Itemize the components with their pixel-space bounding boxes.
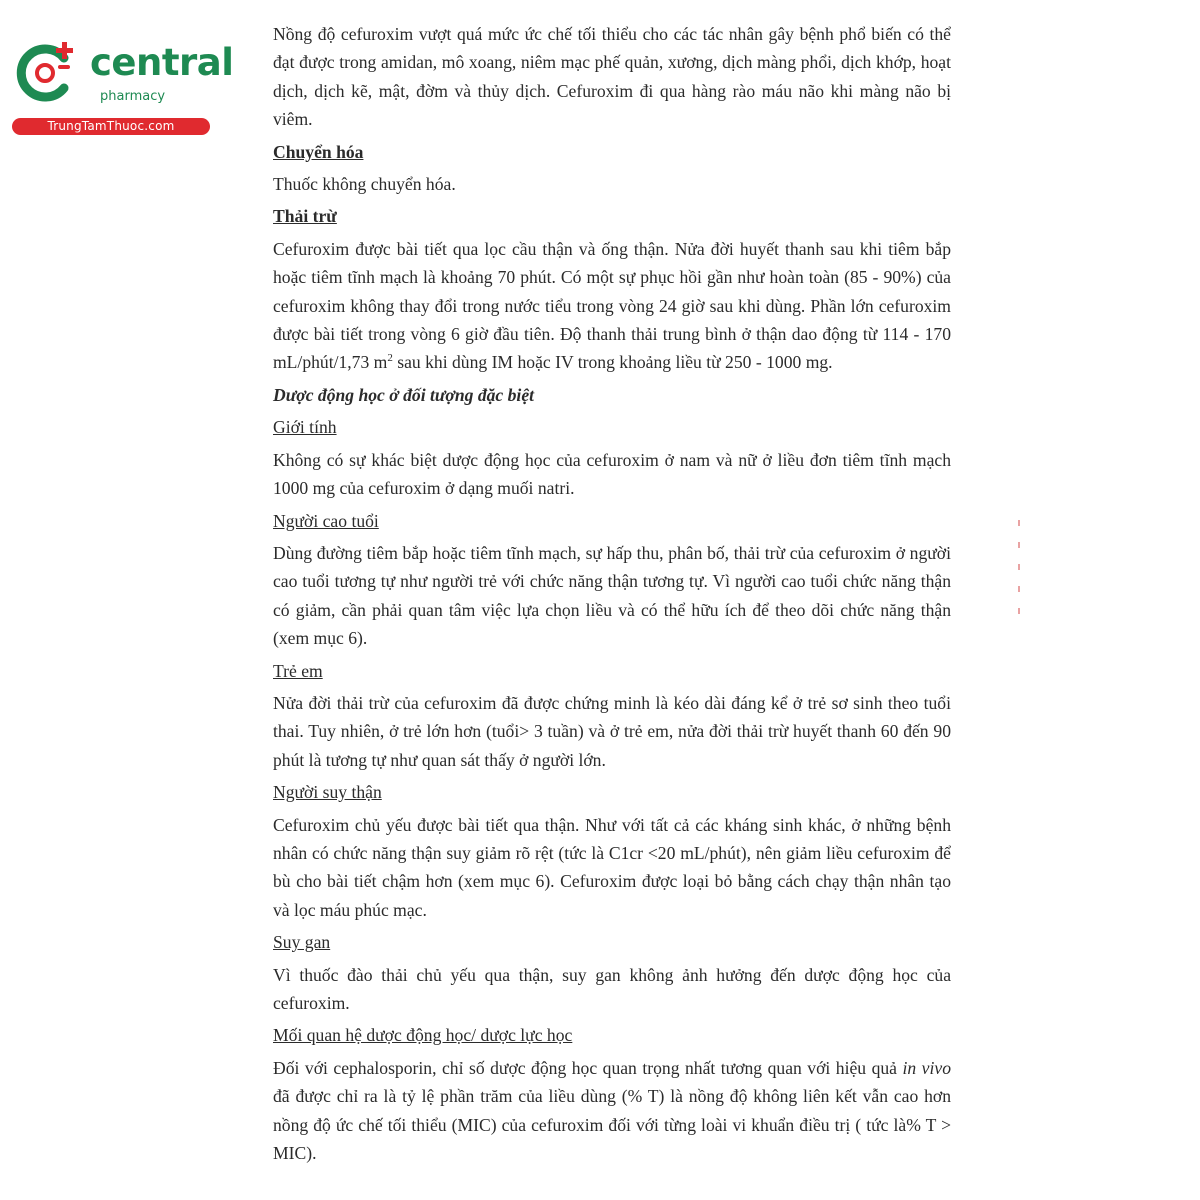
brand-logo xyxy=(12,38,234,138)
brand-subtitle: pharmacy xyxy=(100,89,166,104)
elimination-text-part2: sau khi dùng IM hoặc IV trong khoảng liều từ 250 - 1000 mg. xyxy=(392,352,833,373)
paragraph-pk-pd-relationship xyxy=(273,1054,951,1168)
brand-name: central xyxy=(90,41,234,84)
pkpd-text-part2: đã được chỉ ra là tỷ lệ phần trăm của liều dùng (% T) là nồng độ không liên kết vẫn cao hơn nồng độ ức chế tối thiểu (MIC) của cefuroxim đối với từng loài vi khuẩn điều trị ( tức là% T > MIC). xyxy=(273,1086,951,1164)
heading-pk-pd-relationship: Mối quan hệ dược động học/ dược lực học xyxy=(273,1025,573,1046)
brand-url-banner: TrungTamThuoc.com xyxy=(12,118,210,135)
paragraph-elderly: Dùng đường tiêm bắp hoặc tiêm tĩnh mạch, sự hấp thu, phân bố, thải trừ của cefuroxim ở người cao tuổi tương tự như người trẻ với chức năng thận tương tự. Vì người cao tuổi chức năng thận có giảm, cần phải quan tâm việc lựa chọn liều và có thể hữu ích để theo dõi chức năng thận (xem mục 6). xyxy=(273,542,951,649)
heading-renal-impairment: Người suy thận xyxy=(273,782,382,803)
paragraph-elimination xyxy=(273,235,951,377)
pkpd-italic-term: in vivo xyxy=(902,1057,951,1078)
heading-elderly: Người cao tuổi xyxy=(273,510,379,531)
margin-scan-marks xyxy=(1014,520,1024,660)
scan-mark xyxy=(1018,564,1020,570)
scan-mark xyxy=(1018,586,1020,592)
paragraph-distribution: Nồng độ cefuroxim vượt quá mức ức chế tối thiểu cho các tác nhân gây bệnh phổ biến có thể đạt được trong amidan, mô xoang, niêm mạc phế quản, xương, dịch màng phổi, dịch khớp, hoạt dịch, dịch kẽ, mật, đờm và thủy dịch. Cefuroxim đi qua hàng rào máu não khi màng não bị viêm. xyxy=(273,24,951,130)
heading-metabolism: Chuyển hóa xyxy=(273,141,364,162)
paragraph-metabolism: Thuốc không chuyển hóa. xyxy=(273,174,456,195)
pkpd-text-part1: Đối với cephalosporin, chỉ số dược động học quan trọng nhất tương quan với hiệu quả xyxy=(273,1057,903,1078)
heading-gender: Giới tính xyxy=(273,417,337,438)
paragraph-renal-impairment: Cefuroxim chủ yếu được bài tiết qua thận. Như với tất cả các kháng sinh khác, ở những bệnh nhân có chức năng thận suy giảm rõ rệt (tức là C1cr <20 mL/phút), nên giảm liều cefuroxim để bù cho bài tiết chậm hơn (xem mục 6). Cefuroxim được loại bỏ bằng cách chạy thận nhân tạo và lọc máu phúc mạc. xyxy=(273,814,951,920)
heading-hepatic-impairment: Suy gan xyxy=(273,932,331,953)
superscript: 2 xyxy=(387,352,393,365)
central-pharmacy-logo-icon xyxy=(12,40,78,106)
heading-elimination: Thải trừ xyxy=(273,206,337,227)
scan-mark xyxy=(1018,542,1020,548)
paragraph-children: Nửa đời thải trừ của cefuroxim đã được chứng minh là kéo dài đáng kể ở trẻ sơ sinh theo tuổi thai. Tuy nhiên, ở trẻ lớn hơn (tuổi> 3 tuần) và ở trẻ em, nửa đời thải trừ huyết thanh 60 đến 90 phút là tương tự như quan sát thấy ở người lớn. xyxy=(273,692,951,770)
scan-mark xyxy=(1018,520,1020,526)
heading-special-populations: Dược động học ở đối tượng đặc biệt xyxy=(273,384,535,405)
heading-children: Trẻ em xyxy=(273,660,323,681)
paragraph-hepatic-impairment: Vì thuốc đào thải chủ yếu qua thận, suy gan không ảnh hưởng đến dược động học của cefuroxim. xyxy=(273,964,951,1013)
paragraph-gender: Không có sự khác biệt dược động học của cefuroxim ở nam và nữ ở liều đơn tiêm tĩnh mạch 1000 mg của cefuroxim ở dạng muối natri. xyxy=(273,449,951,499)
elimination-text-part1: Cefuroxim được bài tiết qua lọc cầu thận và ống thận. Nửa đời huyết thanh sau khi tiêm bắp hoặc tiêm tĩnh mạch là khoảng 70 phút. Có một sự phục hồi gần như hoàn toàn (85 - 90%) của cefuroxim không thay đổi trong nước tiểu trong vòng 24 giờ sau khi dùng. Phần lớn cefuroxim được bài tiết trong vòng 6 giờ đầu tiên. Độ thanh thải trung bình ở thận dao động từ 114 - 170 mL/phút/1,73 m xyxy=(273,238,951,373)
scan-mark xyxy=(1018,608,1020,614)
document-body xyxy=(273,20,951,1171)
